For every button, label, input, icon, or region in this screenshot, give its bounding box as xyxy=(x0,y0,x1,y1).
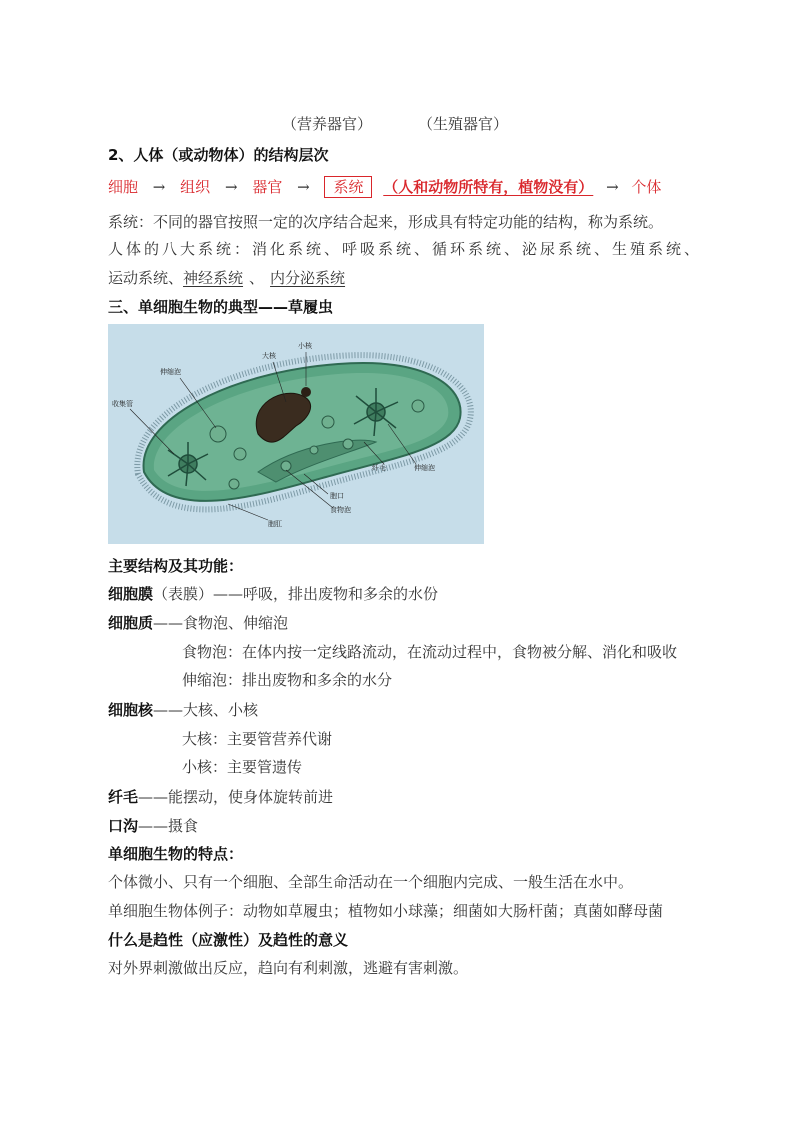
label-contractile-vacuole-right: 伸缩泡 xyxy=(414,464,435,472)
eight-systems-line2 xyxy=(108,267,345,288)
membrane-text: （表膜）——呼吸，排出废物和多余的水份 xyxy=(153,585,439,603)
oral-groove-term: 口沟 xyxy=(108,817,139,835)
label-collecting-canal: 收集管 xyxy=(112,400,133,408)
label-oral-groove: 胞口 xyxy=(330,492,344,500)
chain-cell: 细胞 xyxy=(108,178,139,196)
taxis-heading: 什么是趋性（应激性）及趋性的意义 xyxy=(108,931,349,949)
paramecium-figure xyxy=(108,324,484,544)
cilia-line xyxy=(108,786,333,807)
hierarchy-chain xyxy=(108,176,661,197)
chain-body: 个体 xyxy=(631,178,662,196)
endocrine-system-underlined: 内分泌系统 xyxy=(270,269,346,287)
features-line1: 个体微小、只有一个细胞、全部生命活动在一个细胞内完成、一般生活在水中。 xyxy=(108,873,634,891)
eight-systems-text: 运动系统、 xyxy=(108,269,184,287)
features-heading: 单细胞生物的特点： xyxy=(108,845,244,863)
eight-systems-line1: 人体的八大系统：消化系统、呼吸系统、循环系统、泌尿系统、生殖系统、 xyxy=(108,240,703,258)
system-definition: 系统：不同的器官按照一定的次序结合起来，形成具有特定功能的结构，称为系统。 xyxy=(108,213,664,231)
section2-heading: 2、人体（或动物体）的结构层次 xyxy=(108,146,329,164)
nucleus-text: ——大核、小核 xyxy=(153,701,259,719)
vegetative-organ-label: （营养器官） xyxy=(282,115,373,133)
paramecium-illustration xyxy=(108,324,484,544)
cytoplasm-line xyxy=(108,612,288,633)
label-micronucleus: 小核 xyxy=(298,342,312,350)
reproductive-organ-label: （生殖器官） xyxy=(418,115,509,133)
label-contractile-vacuole-top: 伸缩泡 xyxy=(160,368,181,376)
chain-arrow: → xyxy=(224,178,238,196)
label-food-vacuole: 食物泡 xyxy=(330,506,351,514)
contractile-vacuole-line: 伸缩泡：排出废物和多余的水分 xyxy=(182,671,393,689)
food-vacuole-line: 食物泡：在体内按一定线路流动，在流动过程中，食物被分解、消化和吸收 xyxy=(182,643,678,661)
separator: 、 xyxy=(249,269,265,287)
chain-tissue: 组织 xyxy=(180,178,211,196)
chain-system-boxed: 系统 xyxy=(324,176,372,198)
label-anal-pore: 胞肛 xyxy=(268,520,282,528)
cytoplasm-text: ——食物泡、伸缩泡 xyxy=(153,614,289,632)
cytoplasm-term: 细胞质 xyxy=(108,614,154,632)
section3-heading: 三、单细胞生物的典型——草履虫 xyxy=(108,298,334,316)
chain-arrow: → xyxy=(606,178,619,196)
chain-organ: 器官 xyxy=(252,178,283,196)
label-macronucleus: 大核 xyxy=(262,352,276,360)
membrane-line xyxy=(108,583,438,604)
chain-note: （人和动物所特有，植物没有） xyxy=(383,178,594,196)
structures-heading: 主要结构及其功能： xyxy=(108,557,244,575)
chain-arrow: → xyxy=(297,178,310,196)
taxis-line1: 对外界刺激做出反应，趋向有利刺激，逃避有害刺激。 xyxy=(108,959,469,977)
chain-arrow: → xyxy=(152,178,166,196)
cilia-text: ——能摆动，使身体旋转前进 xyxy=(138,788,334,806)
features-line2: 单细胞生物体例子：动物如草履虫；植物如小球藻；细菌如大肠杆菌；真菌如酵母菌 xyxy=(108,902,664,920)
nucleus-term: 细胞核 xyxy=(108,701,154,719)
nucleus-line xyxy=(108,699,258,720)
nervous-system-underlined: 神经系统 xyxy=(183,269,244,287)
oral-groove-line xyxy=(108,815,198,836)
macronucleus-line: 大核：主要管营养代谢 xyxy=(182,730,333,748)
cilia-term: 纤毛 xyxy=(108,788,139,806)
oral-groove-text: ——摄食 xyxy=(138,817,199,835)
micronucleus-line: 小核：主要管遗传 xyxy=(182,758,303,776)
micronucleus xyxy=(301,387,311,397)
membrane-term: 细胞膜 xyxy=(108,585,154,603)
label-cilia: 纤毛 xyxy=(372,464,386,472)
